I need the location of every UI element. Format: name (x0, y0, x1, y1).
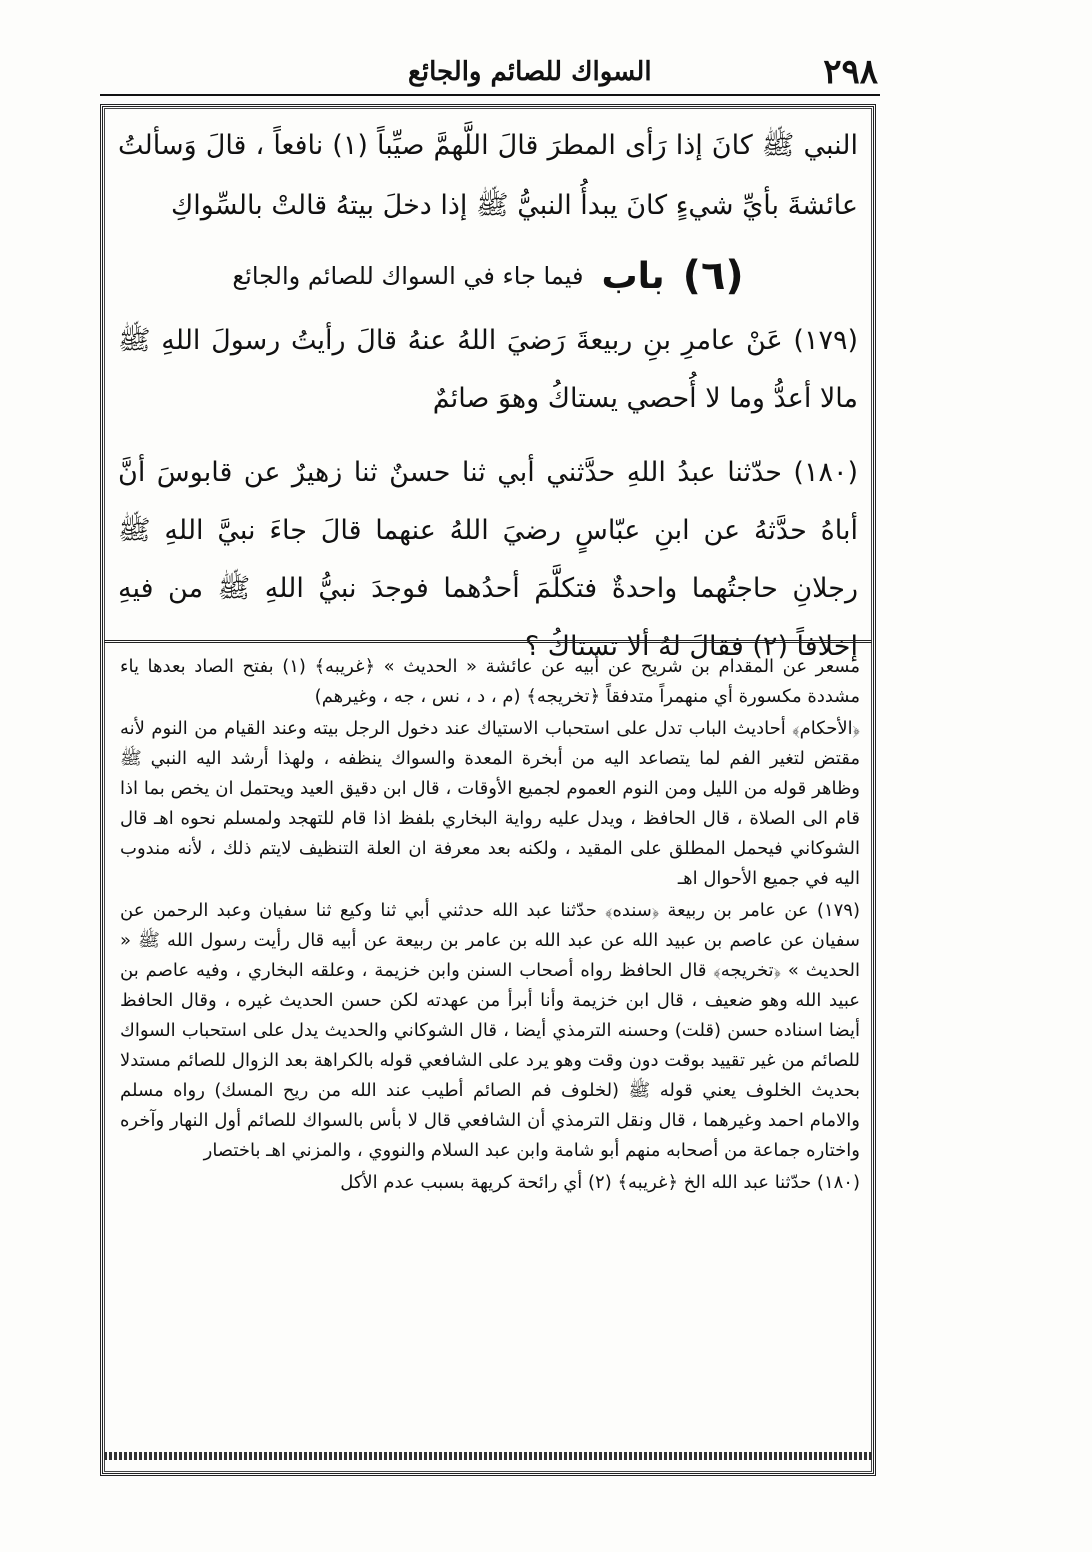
chapter-heading (118, 244, 858, 308)
commentary-separator (104, 640, 872, 643)
hadith-180: (١٨٠) حدّثنا عبدُ اللهِ حدَّثني أبي ثنا حسنٌ ثنا زهيرٌ عن قابوسَ أنَّ أباهُ حدَّثهُ عن ابنِ عبّاسٍ رضيَ اللهُ عنهما قالَ جاءَ نبيَّ اللهِ ﷺ رجلانِ حاجتُهما واحدةٌ فتكلَّمَ أحدُهما فوجدَ نبيُّ اللهِ ﷺ من فيهِ إخلافاً (٢) فقالَ لهُ ألا تستاكُ ؟ (118, 457, 858, 662)
bottom-rule (104, 1452, 872, 1460)
page-number: ٢٩٨ (823, 52, 878, 92)
chapter-title: فيما جاء في السواك للصائم والجائع (232, 262, 584, 290)
commentary-paragraph: (١٧٩) عن عامر بن ربيعة ﴿سنده﴾ حدّثنا عبد الله حدثني أبي ثنا وكيع ثنا سفيان وعبد الرحمن عن سفيان عن عاصم بن عبيد الله عن عبد الله بن عامر بن ربيعة عن أبيه قال رأيت رسول الله ﷺ « الحديث » ﴿تخريجه﴾ قال الحافظ رواه أصحاب السنن وابن خزيمة ، وعلقه البخاري ، وفيه عاصم بن عبيد الله وهو ضعيف ، قال ابن خزيمة وأنا أبرأ من عهدته لكن حسن الحديث غيره ، وقال الحافظ أيضا اسناده حسن (قلت) وحسنه الترمذي أيضا ، قال الشوكاني والحديث يدل على استحباب السواك للصائم من غير تقييد بوقت دون وقت وهو يرد على الشافعي قوله بالكراهة بعد الزوال للصائم مستدلا بحديث الخلوف يعني قوله ﷺ (لخلوف فم الصائم أطيب عند الله من ريح المسك) رواه مسلم والامام احمد وغيرهما ، قال ونقل الترمذي أن الشافعي قال لا بأس بالسواك للصائم أول النهار وآخره واختاره جماعة من أصحابه منهم أبو شامة وابن عبد السلام والنووي ، والمزني اهـ باختصار (120, 900, 860, 1161)
header-rule (100, 94, 880, 96)
page-header (118, 52, 878, 92)
commentary-paragraph: مسعر عن المقدام بن شريح عن أبيه عن عائشة « الحديث » ﴿غريبه﴾ (١) بفتح الصاد بعدها ياء مشددة مكسورة أي منهمراً متدفقاً ﴿تخريجه﴾ (م ، د ، نس ، جه ، وغيرهم) (120, 656, 860, 707)
chapter-number: (٦) (682, 253, 744, 299)
commentary-paragraph: (١٨٠) حدّثنا عبد الله الخ ﴿غريبه﴾ (٢) أي رائحة كريهة بسبب عدم الأكل (340, 1172, 860, 1193)
main-text-top (118, 116, 858, 236)
commentary-paragraph: ﴿الأحكام﴾ أحاديث الباب تدل على استحباب الاستياك عند دخول الرجل بيته وعند القيام من النوم لأنه مقتض لتغير الفم لما يتصاعد اليه من أبخرة المعدة والسواك ينظفه ، ولهذا أرشد اليه النبي ﷺ وظاهر قوله من الليل ومن النوم العموم لجميع الأوقات ، قال ابن دقيق العيد ويحتمل ان يخص بما اذا قام الى الصلاة ، قال الحافظ ، ويدل عليه رواية البخاري بلفظ اذا قام للتهجد ولمسلم نحوه اهـ قال الشوكاني فيحمل المطلق على المقيد ، ولكنه بعد معرفة ان العلة التنظيف لايتم ذلك ، لأنه مندوب اليه في جميع الأحوال اهـ (120, 718, 860, 889)
running-title: السواك للصائم والجائع (408, 57, 652, 87)
chapter-label: باب (601, 255, 665, 297)
commentary (120, 652, 860, 1200)
top-text: النبي ﷺ كانَ إذا رَأى المطرَ قالَ اللَّهمَّ صيِّباً (١) نافعاً ، قالَ وَسألتُ عائشةَ بأيِّ شيءٍ كانَ يبدأُ النبيُّ ﷺ إذا دخلَ بيتهُ قالتْ بالسِّواكِ (118, 130, 858, 221)
hadith-179: (١٧٩) عَنْ عامرِ بنِ ربيعةَ رَضيَ اللهُ عنهُ قالَ رأيتُ رسولَ اللهِ ﷺ مالا أعدُّ وما لا أُحصي يستاكُ وهوَ صائمٌ (118, 325, 858, 414)
